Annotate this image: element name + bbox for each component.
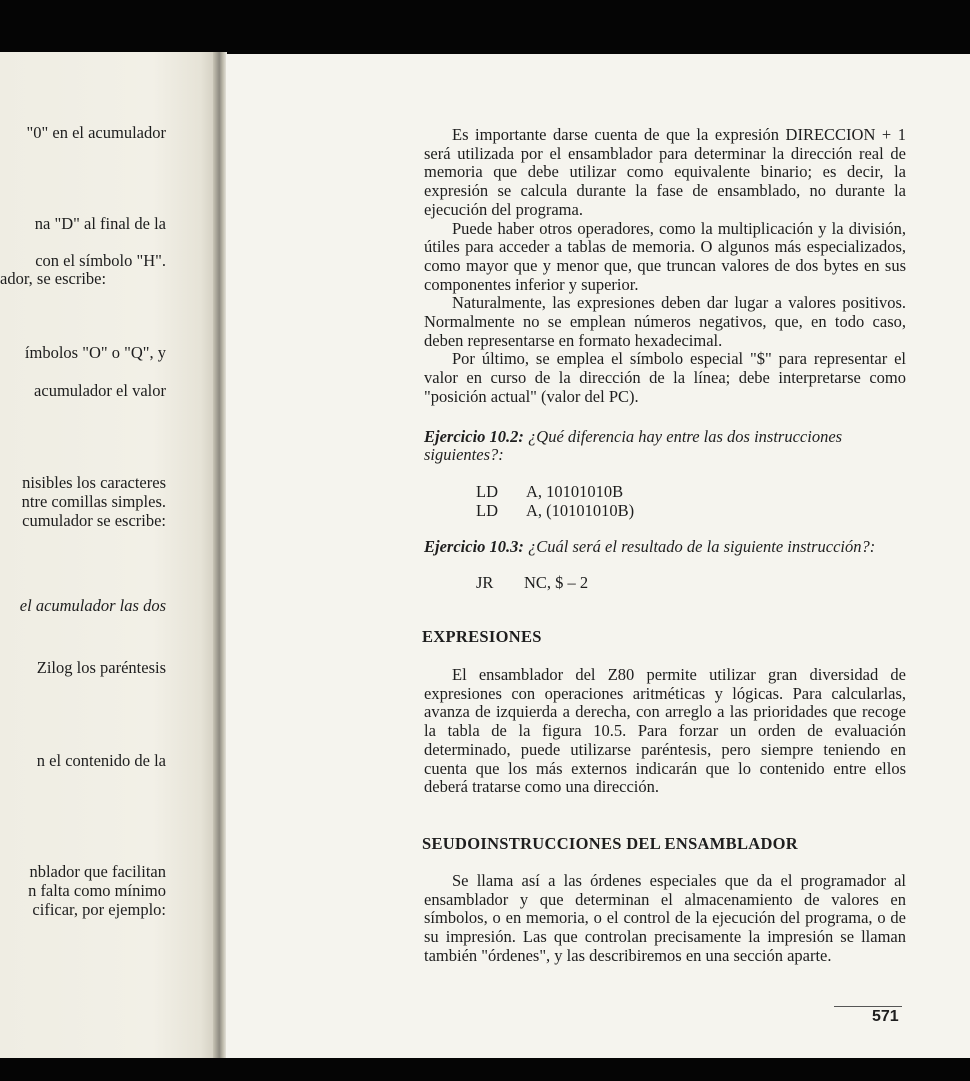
paragraph: Naturalmente, las expresiones deben dar lugar a valores positivos. Normalmente no se emplean números negativos, que, en todo caso, deben representarse en formato hexadecimal. [424,293,906,350]
exercise-10-2 [424,428,914,464]
left-fragment: ntre comillas simples. [21,492,166,511]
left-fragment: Zilog los paréntesis [36,658,166,677]
code-line [476,501,634,520]
code-arg: NC, $ – 2 [524,573,589,592]
left-page [0,52,218,1058]
code-arg: A, (10101010B) [526,501,635,520]
code-op: LD [476,482,498,501]
left-fragment: con el símbolo "H". [35,251,166,270]
exercise-10-3 [424,538,914,556]
paragraph: Es importante darse cuenta de que la expresión DIRECCION + 1 será utilizada por el ensamblador para determinar la dirección real de memoria que debe utilizar como equivalente binario; es decir, la expresión se calcula durante la fase de ensamblado, no durante la ejecución del programa. [424,125,906,219]
section-heading: EXPRESIONES [422,627,542,646]
left-fragment: n falta como mínimo [28,881,166,900]
right-page [226,54,970,1058]
exercise-question: ¿Cuál será el resultado de la siguiente instrucción?: [528,537,876,556]
exercise-question: ¿Qué diferencia hay entre las dos instrucciones siguientes?: [424,427,843,464]
code-arg: A, 10101010B [526,482,624,501]
code-line [476,482,634,501]
code-block [476,573,588,592]
intro-text [424,126,906,407]
left-fragment: acumulador el valor [34,381,166,400]
code-op: JR [476,573,494,592]
section-heading: SEUDOINSTRUCCIONES DEL ENSAMBLADOR [422,834,799,853]
left-fragment: cumulador se escribe: [22,511,166,530]
paragraph: Por último, se emplea el símbolo especial "$" para representar el valor en curso de la dirección de la línea; debe interpretarse como "posición actual" (valor del PC). [424,349,906,406]
left-fragment: cificar, por ejemplo: [32,900,166,919]
left-fragment: "0" en el acumulador [26,123,166,142]
left-fragment: n el contenido de la [36,751,166,770]
paragraph: Puede haber otros operadores, como la multiplicación y la división, útiles para acceder a tablas de memoria. O algunos más especializados, como mayor que y menor que, que truncan valores de dos bytes en sus componentes inferior y superior. [424,218,906,294]
left-fragment: na "D" al final de la [34,214,166,233]
left-fragment: ador, se escribe: [0,269,107,288]
scan-border-bottom [0,1058,970,1081]
code-block [476,482,634,520]
left-fragment: el acumulador las dos [19,596,166,615]
exercise-label: Ejercicio 10.3: [424,537,524,556]
book-gutter [213,52,227,1058]
page-number: 571 [872,1008,899,1025]
section-text [424,666,906,797]
code-op: LD [476,501,498,520]
left-fragment: nisibles los caracteres [22,473,166,492]
paragraph: El ensamblador del Z80 permite utilizar gran diversidad de expresiones con operaciones aritméticas y lógicas. Para calcularlas, avanza de izquierda a derecha, con arreglo a las prioridades que recoge la tabla de la figura 10.5. Para forzar un orden de evaluación determinado, puede utilizarse paréntesis, pero siempre teniendo en cuenta que los más externos indicarán que lo contenido entre ellos deberá tratarse como una dirección. [424,665,906,797]
section-text [424,872,906,966]
paragraph: Se llama así a las órdenes especiales que da el programador al ensamblador y que determinan el almacenamiento de valores en símbolos, o en memoria, o el control de la ejecución del programa, o de su impresión. Las que controlan precisamente la impresión se llaman también "órdenes", y las describiremos en una sección aparte. [424,871,906,965]
left-fragment: ímbolos "O" o "Q", y [24,343,166,362]
exercise-label: Ejercicio 10.2: [424,427,524,446]
footer-rule [834,1006,902,1007]
scan-border-top [0,0,970,56]
code-line [476,573,588,592]
left-fragment: nblador que facilitan [29,862,166,881]
